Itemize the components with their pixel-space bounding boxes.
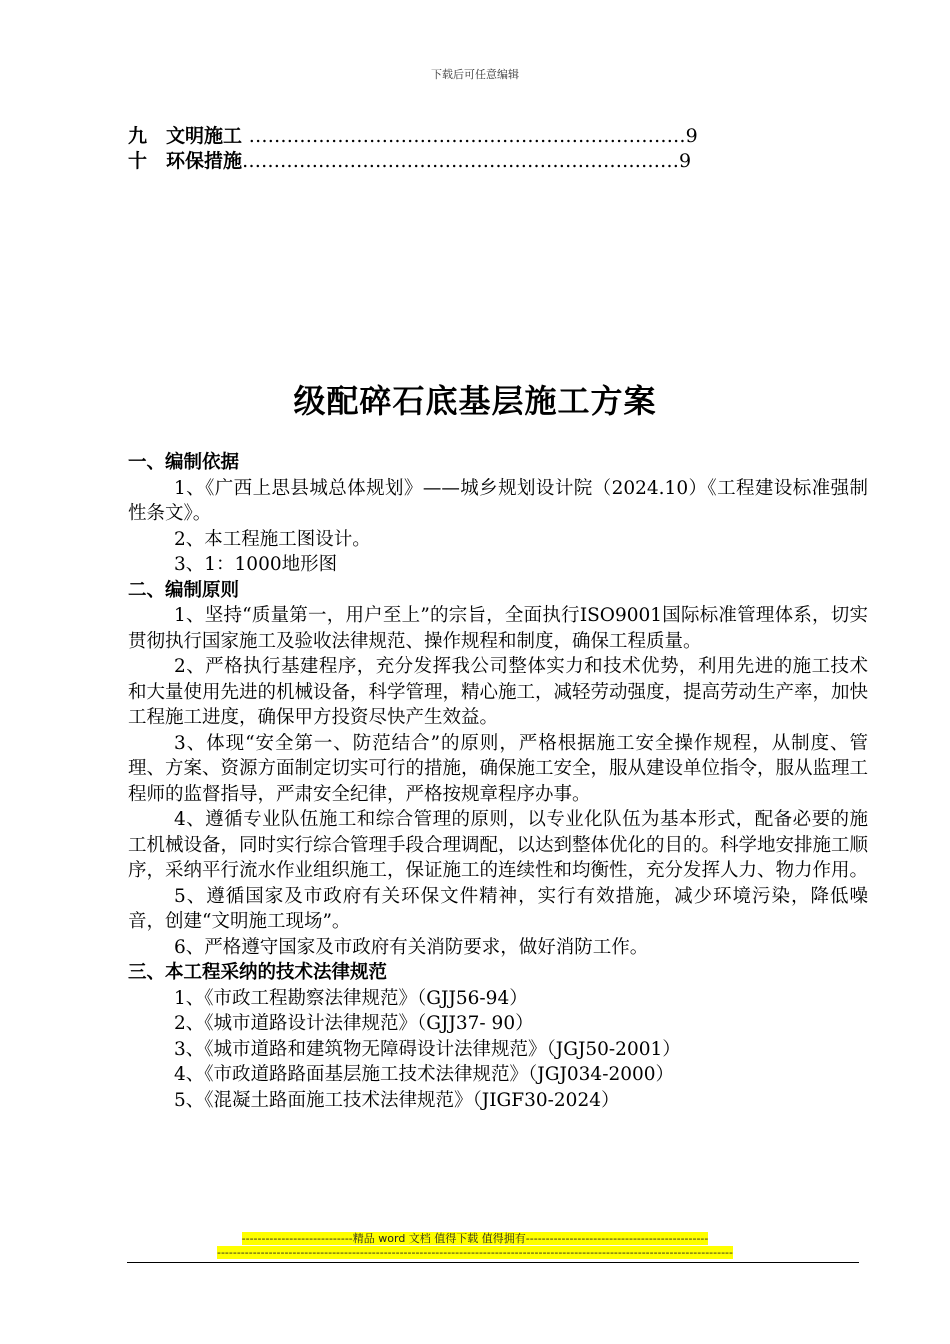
section-heading-standards: 三、本工程采纳的技术法律规范 (128, 962, 388, 983)
footer-banner-line (0, 1231, 950, 1245)
footer-rule (127, 1262, 859, 1263)
principle-paragraph: 4、遵循专业队伍施工和综合管理的原则，以专业化队伍为基本形式，配备必要的施工机械设备，同时实行综合管理手段合理调配，以达到整体优化的目的。科学地安排施工顺序，采纳平行流水作业组织施工，保证施工的连续性和均衡性，充分发挥人力、物力作用。 (128, 809, 869, 881)
standard-reference: 1、《市政工程勘察法律规范》（GJJ56-94） (174, 987, 528, 1009)
standard-reference: 2、《城市道路设计法律规范》（GJJ37- 90） (174, 1013, 534, 1034)
standard-reference: 3、《城市道路和建筑物无障碍设计法律规范》（JGJ50-2001） (174, 1038, 681, 1060)
section-heading-principles: 二、编制原则 (128, 579, 240, 601)
footer-dash-line (0, 1245, 950, 1259)
basis-paragraph: 2、本工程施工图设计。 (174, 528, 371, 550)
standard-reference: 5、《混凝土路面施工技术法律规范》（JIGF30-2024） (174, 1089, 620, 1111)
standard-reference: 4、《市政道路路面基层施工技术法律规范》（JGJ034-2000） (174, 1064, 675, 1085)
toc-label: 十 环保措施 (128, 150, 243, 172)
toc-entry-9[interactable] (128, 124, 698, 148)
document-body (128, 450, 868, 1113)
toc-leader-dots: …………………………………………………………… (242, 150, 680, 172)
toc-leader-dots: …………………………………………………………… (248, 125, 686, 147)
principle-paragraph: 3、体现“安全第一、防范结合”的原则，严格根据施工安全操作规程，从制度、管理、方案、资源方面制定切实可行的措施，确保施工安全，服从建设单位指令，服从监理工程师的监督指导，严肃安全纪律，严格按规章程序办事。 (128, 732, 869, 805)
principle-paragraph: 6、严格遵守国家及市政府有关消防要求，做好消防工作。 (174, 936, 649, 958)
toc-label: 九 文明施工 (128, 125, 249, 147)
basis-paragraph: 1、《广西上思县城总体规划》——城乡规划设计院（2024.10）《工程建设标准强制性条文》。 (128, 477, 868, 524)
footer-highlight-dashes: ---------------------------------------------------------------------------------------------------------------------------------- (216, 1246, 733, 1259)
principle-paragraph: 5、遵循国家及市政府有关环保文件精神，实行有效措施，减少环境污染，降低噪音，创建“文明施工现场”。 (128, 885, 868, 932)
footer-highlight-text: ----------------------------精品 word 文档 值得下载 值得拥有---------------------------------------------- (241, 1232, 709, 1245)
principle-paragraph: 2、严格执行基建程序，充分发挥我公司整体实力和技术优势，利用先进的施工技术和大量使用先进的机械设备，科学管理，精心施工，减轻劳动强度，提高劳动生产率，加快工程施工进度，确保甲方投资尽快产生效益。 (128, 656, 869, 728)
page-header-note: 下载后可任意编辑 (431, 68, 519, 81)
toc-page-number: 9 (685, 125, 698, 147)
toc-page-number: 9 (679, 150, 692, 172)
principle-paragraph: 1、坚持“质量第一，用户至上”的宗旨，全面执行ISO9001国际标准管理体系，切实贯彻执行国家施工及验收法律规范、操作规程和制度，确保工程质量。 (128, 605, 868, 652)
toc-entry-10[interactable] (128, 149, 691, 173)
section-heading-basis: 一、编制依据 (128, 452, 240, 473)
basis-paragraph: 3、1：1000地形图 (174, 554, 338, 575)
document-title: 级配碎石底基层施工方案 (293, 382, 657, 420)
